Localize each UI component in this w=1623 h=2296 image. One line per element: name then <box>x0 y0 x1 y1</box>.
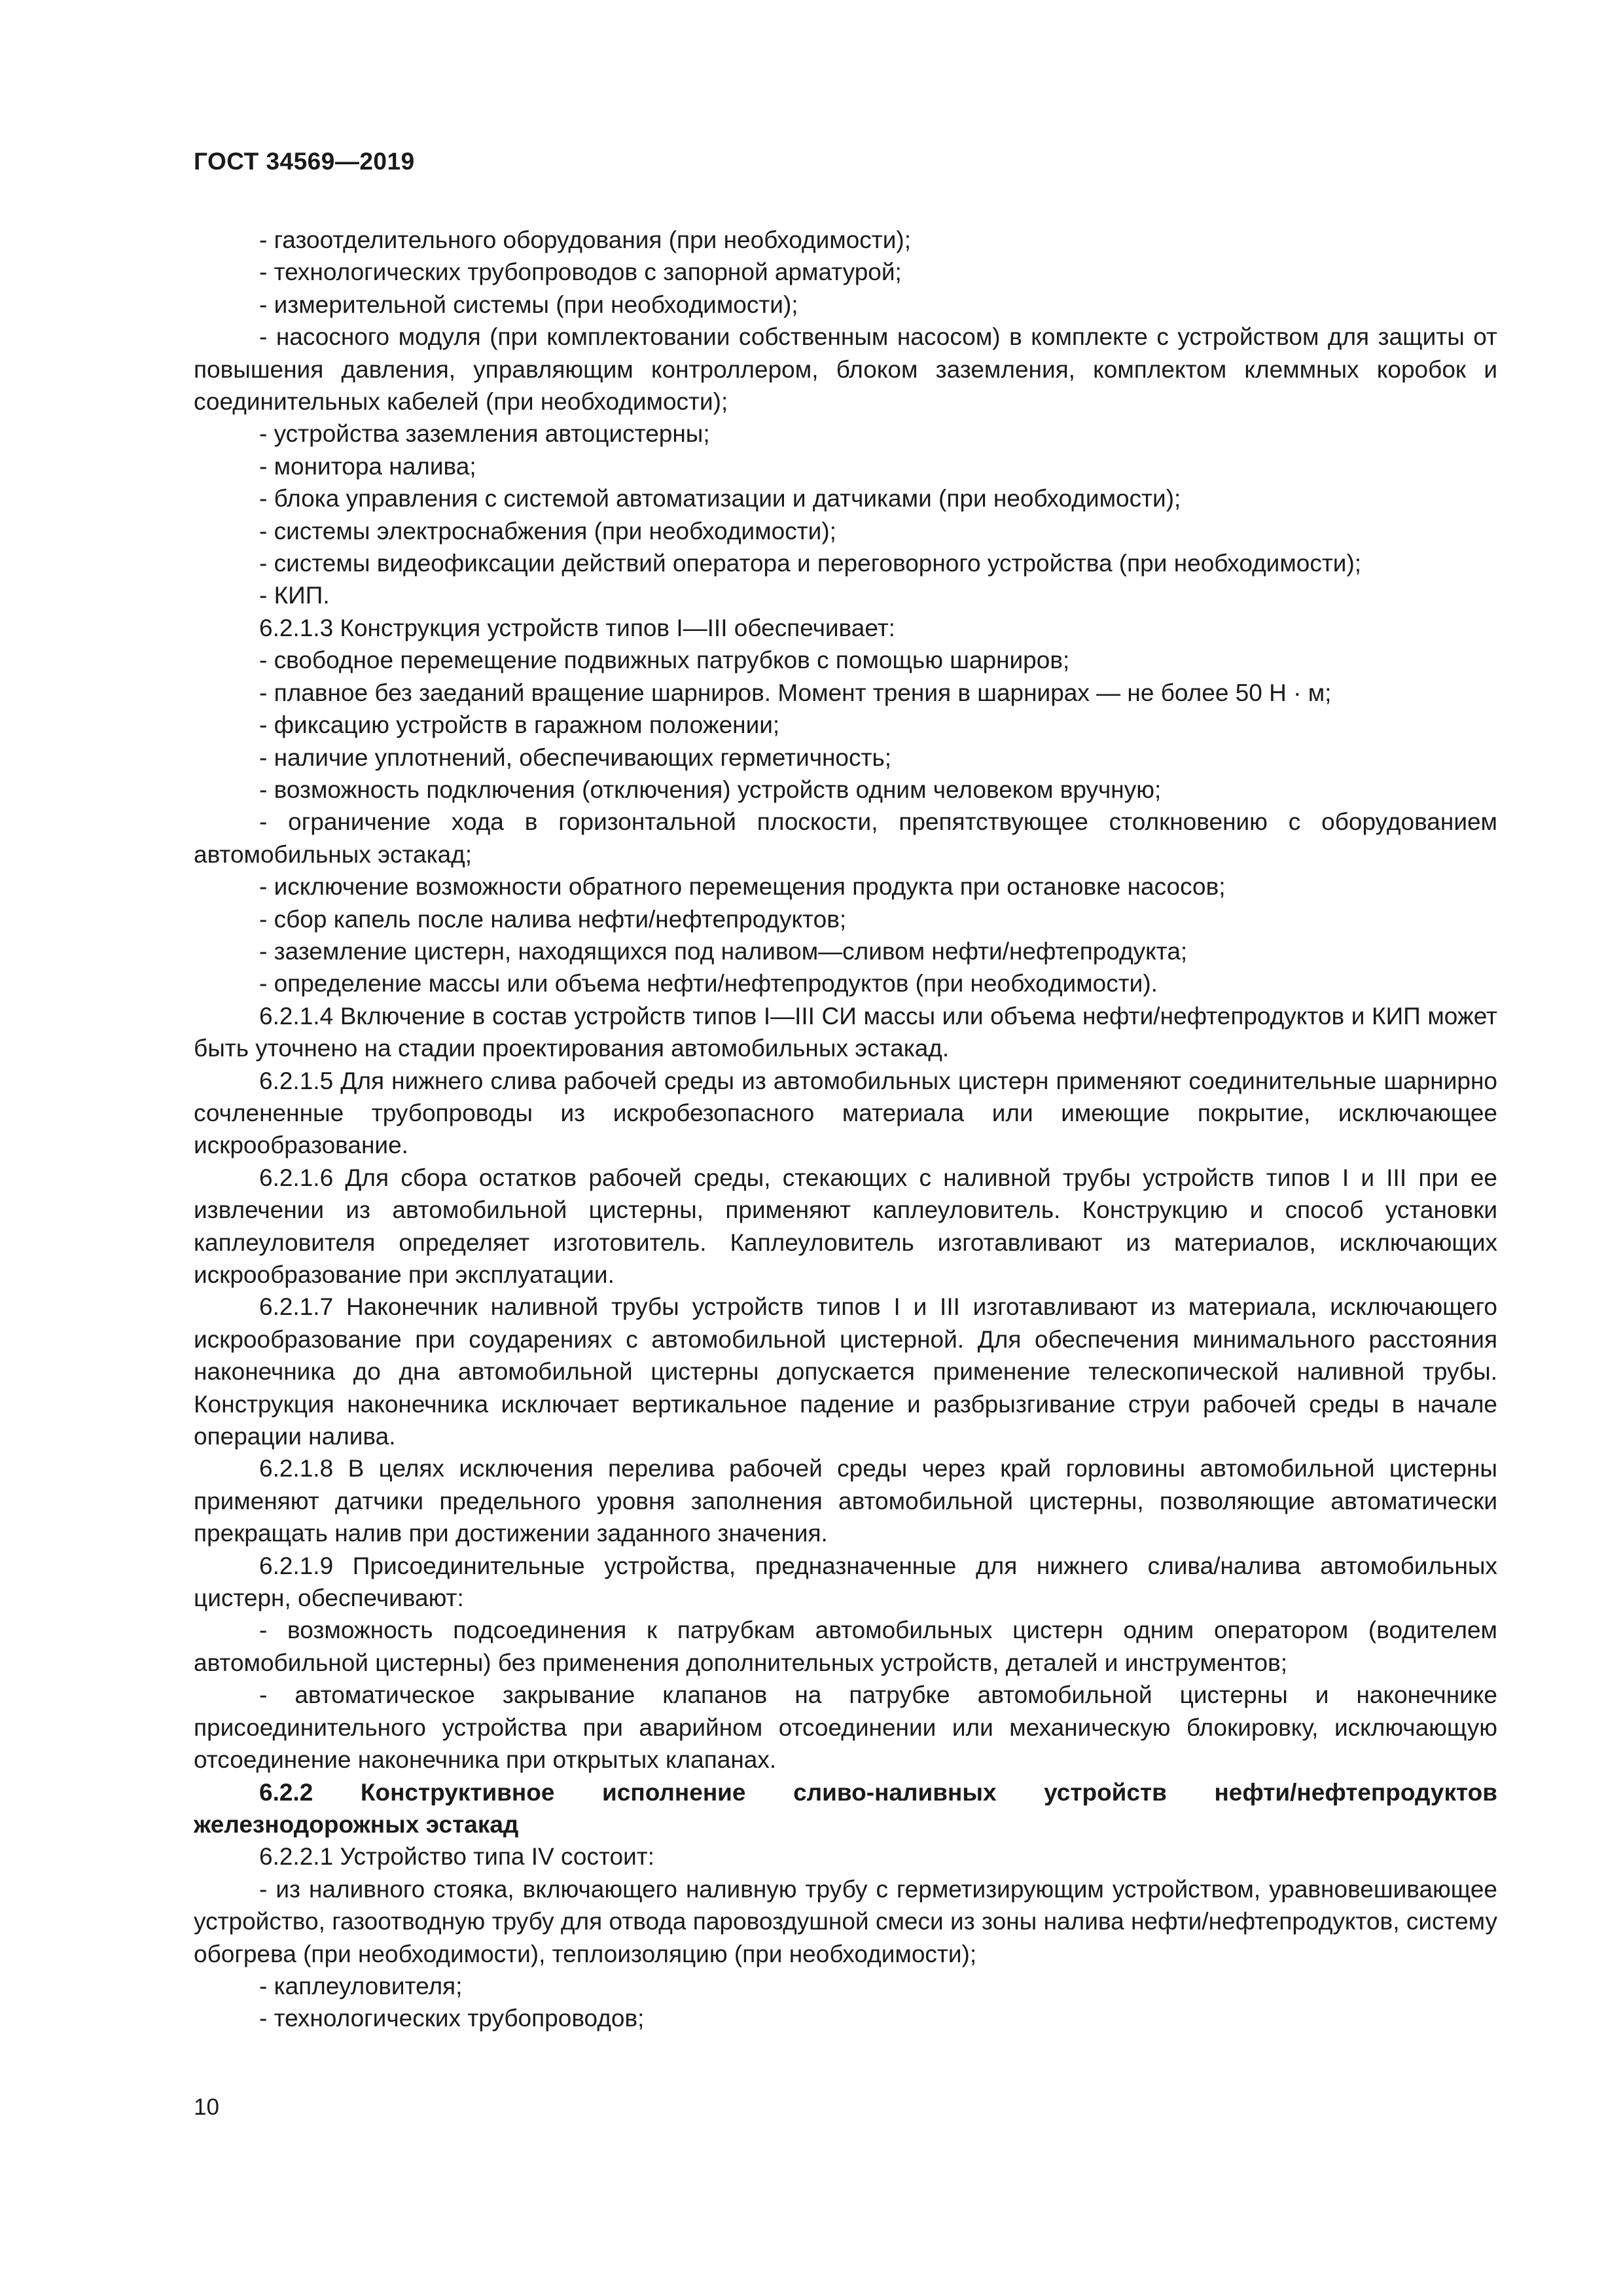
clause-6-2-1-5: 6.2.1.5 Для нижнего слива рабочей среды из автомобильных цистерн применяют соединительные шарнирно сочлененные трубопроводы из искробезопасного материала или имеющие покрытие, исключающее искрообразование. <box>194 1067 1497 1159</box>
list-item: - системы видеофиксации действий оператора и переговорного устройства (при необходимости); <box>259 550 1362 577</box>
clause-6-2-1-4: 6.2.1.4 Включение в состав устройств типов I—III СИ массы или объема нефти/нефтепродуктов и КИП может быть уточнено на стадии проектирования автомобильных эстакад. <box>194 1002 1497 1062</box>
list-item: - возможность подсоединения к патрубкам автомобильных цистерн одним оператором (водителем автомобильной цистерны) без применения дополнительных устройств, деталей и инструментов; <box>194 1617 1497 1676</box>
list-item: - устройства заземления автоцистерны; <box>259 420 710 448</box>
section-heading-6-2-2: 6.2.2 Конструктивное исполнение сливо-наливных устройств нефти/нефтепродуктов железнодорожных эстакад <box>194 1778 1497 1838</box>
document-body <box>194 224 1497 2035</box>
list-item: - системы электроснабжения (при необходимости); <box>259 517 836 545</box>
clause-6-2-2-1: 6.2.2.1 Устройство типа IV состоит: <box>259 1843 655 1871</box>
list-item: - возможность подключения (отключения) устройств одним человеком вручную; <box>259 776 1162 803</box>
list-item: - исключение возможности обратного перемещения продукта при остановке насосов; <box>259 873 1226 901</box>
list-item: - технологических трубопроводов; <box>259 2005 645 2032</box>
list-item: - наличие уплотнений, обеспечивающих герметичность; <box>259 744 892 771</box>
clause-6-2-1-9: 6.2.1.9 Присоединительные устройства, предназначенные для нижнего слива/налива автомобильных цистерн, обеспечивают: <box>194 1552 1497 1612</box>
list-item: - измерительной системы (при необходимости); <box>259 291 798 318</box>
clause-6-2-1-8: 6.2.1.8 В целях исключения перелива рабочей среды через край горловины автомобильной цистерны применяют датчики предельного уровня заполнения автомобильной цистерны, позволяющие автоматически прекращать налив при достижении заданного значения. <box>194 1455 1497 1547</box>
list-item: - плавное без заеданий вращение шарниров. Момент трения в шарнирах — не более 50 Н · м; <box>259 679 1332 706</box>
list-item: - каплеуловителя; <box>259 1972 463 2000</box>
list-item: - КИП. <box>259 582 330 609</box>
clause-6-2-1-3: 6.2.1.3 Конструкция устройств типов I—III обеспечивает: <box>259 614 895 641</box>
list-item: - из наливного стояка, включающего наливную трубу с герметизирующим устройством, уравновешивающее устройство, газоотводную трубу для отвода паровоздушной смеси из зоны налива нефти/нефтепродуктов, систему обогрева (при необходимости), теплоизоляцию (при необходимости); <box>194 1875 1497 1967</box>
list-item: - фиксацию устройств в гаражном положении; <box>259 711 780 739</box>
list-item: - технологических трубопроводов с запорной арматурой; <box>259 259 902 286</box>
list-item: - насосного модуля (при комплектовании собственным насосом) в комплекте с устройством для защиты от повышения давления, управляющим контроллером, блоком заземления, комплектом клеммных коробок и соединительных кабелей (при необходимости); <box>194 323 1497 416</box>
list-item: - заземление цистерн, находящихся под наливом—сливом нефти/нефтепродукта; <box>259 937 1188 965</box>
page-number: 10 <box>194 2094 219 2120</box>
document-header: ГОСТ 34569—2019 <box>194 148 415 175</box>
list-item: - свободное перемещение подвижных патрубков с помощью шарниров; <box>259 647 1070 674</box>
list-item: - монитора налива; <box>259 452 476 480</box>
list-item: - автоматическое закрывание клапанов на патрубке автомобильной цистерны и наконечнике присоединительного устройства при аварийном отсоединении или механическую блокировку, исключающую отсоединение наконечника при открытых клапанах. <box>194 1681 1497 1774</box>
list-item: - блока управления с системой автоматизации и датчиками (при необходимости); <box>259 485 1181 512</box>
clause-6-2-1-7: 6.2.1.7 Наконечник наливной трубы устройств типов I и III изготавливают из материала, исключающего искрообразование при соударениях с автомобильной цистерной. Для обеспечения минимального расстояния наконечника до дна автомобильной цистерны допускается применение телескопической наливной трубы. Конструкция наконечника исключает вертикальное падение и разбрызгивание струи рабочей среды в начале операции налива. <box>194 1293 1497 1450</box>
list-item: - газоотделительного оборудования (при необходимости); <box>259 226 912 253</box>
list-item: - ограничение хода в горизонтальной плоскости, препятствующее столкновению с оборудованием автомобильных эстакад; <box>194 808 1497 868</box>
list-item: - определение массы или объема нефти/нефтепродуктов (при необходимости). <box>259 970 1158 997</box>
clause-6-2-1-6: 6.2.1.6 Для сбора остатков рабочей среды, стекающих с наливной трубы устройств типов I и III при ее извлечении из автомобильной цистерны, применяют каплеуловитель. Конструкцию и способ установки каплеуловителя определяет изготовитель. Каплеуловитель изготавливают из материалов, исключающих искрообразование при эксплуатации. <box>194 1164 1497 1288</box>
list-item: - сбор капель после налива нефти/нефтепродуктов; <box>259 905 847 933</box>
